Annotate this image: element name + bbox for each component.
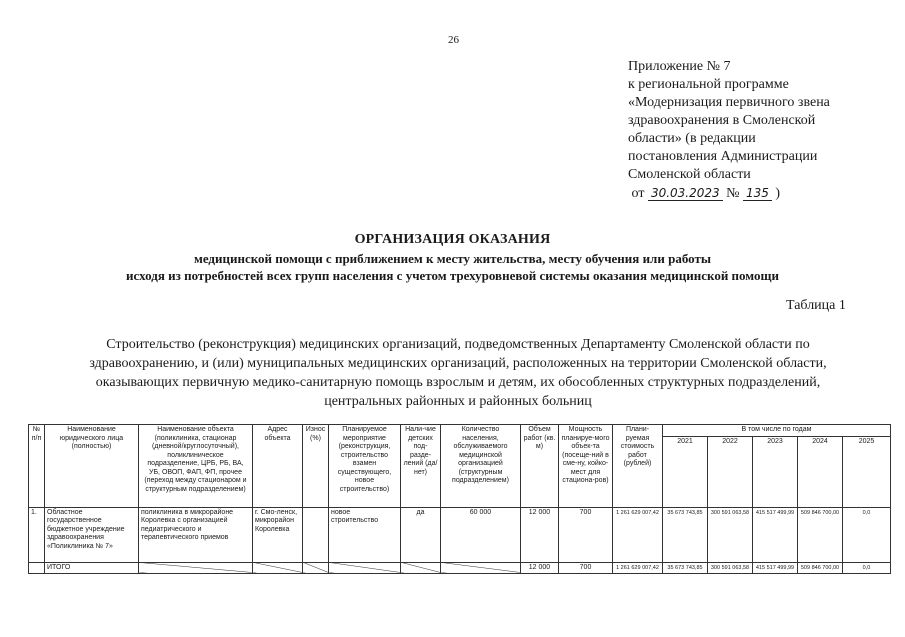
header-planned-cost: Плани-руемая стоимость работ (рублей): [613, 425, 663, 508]
cell-year-value: 509 846 700,00: [798, 507, 843, 562]
handwritten-date: 30.03.2023: [648, 186, 723, 201]
table-label: Таблица 1: [786, 298, 846, 313]
cell-planned-cost: 1 261 629 007,42: [613, 507, 663, 562]
appendix-line: «Модернизация первичного звена: [628, 95, 830, 110]
header-year: 2023: [753, 436, 798, 507]
table-total-row: [29, 562, 891, 574]
cell-object-name: поликлиника в микрорайоне Королевка с организацией педиатрического и терапевтического приемов: [139, 507, 253, 562]
cell-crossed: [401, 562, 441, 574]
header-wear: Износ (%): [303, 425, 329, 508]
document-subtitle-1: медицинской помощи с приближением к месту жительства, месту обучения или работы: [193, 251, 712, 266]
header-by-years: В том числе по годам: [663, 425, 891, 437]
cell-crossed: [441, 562, 521, 574]
cell-volume: 12 000: [521, 507, 559, 562]
appendix-block: [628, 58, 890, 203]
cell-total-year: 0,0: [843, 562, 891, 574]
appendix-line: постановления Администрации: [628, 149, 818, 164]
cell-crossed: [253, 562, 303, 574]
cell-total-label: ИТОГО: [45, 562, 139, 574]
table-row: [29, 507, 891, 562]
header-children-depts: Нали-чие детских под-разде-лений (да/нет): [401, 425, 441, 508]
cell-total-capacity: 700: [559, 562, 613, 574]
header-year: 2022: [708, 436, 753, 507]
appendix-line: Смоленской области: [628, 167, 751, 182]
cell-year-value: 415 517 499,99: [753, 507, 798, 562]
page-number: 26: [448, 34, 459, 46]
cell-planned-action: новое строительство: [329, 507, 401, 562]
cell-crossed: [139, 562, 253, 574]
cell-total-empty: [29, 562, 45, 574]
cell-total-year: 300 591 063,58: [708, 562, 753, 574]
document-subtitle-2: исходя из потребностей всех групп населения с учетом трехуровневой системы оказания медицинской помощи: [126, 268, 779, 283]
header-planned-action: Планируемое мероприятие (реконструкция, строительство взамен существующего, новое строительство): [329, 425, 401, 508]
cell-total-volume: 12 000: [521, 562, 559, 574]
close-paren: ): [775, 186, 781, 201]
cell-total-year: 509 846 700,00: [798, 562, 843, 574]
handwritten-number: 135: [743, 186, 772, 201]
appendix-line: к региональной программе: [628, 77, 789, 92]
header-legal-entity: Наименование юридического лица (полностью): [45, 425, 139, 508]
header-capacity: Мощность планируе-мого объек-та (посеще-ний в сме-ну, койко-мест для стациона-ров): [559, 425, 613, 508]
appendix-line: здравоохранения в Смоленской: [628, 113, 816, 128]
date-prefix: от: [631, 186, 645, 201]
cell-total-year: 35 673 743,85: [663, 562, 708, 574]
appendix-date-line: [628, 184, 890, 203]
cell-children-depts: да: [401, 507, 441, 562]
header-volume: Объем работ (кв. м): [521, 425, 559, 508]
cell-total-cost: 1 261 629 007,42: [613, 562, 663, 574]
cell-year-value: 300 591 063,58: [708, 507, 753, 562]
table-header-row: [29, 425, 891, 437]
header-year: 2021: [663, 436, 708, 507]
cell-population: 60 000: [441, 507, 521, 562]
cell-year-value: 35 673 743,85: [663, 507, 708, 562]
cell-address: г. Смо-ленск, микрорайон Королевка: [253, 507, 303, 562]
cell-year-value: 0,0: [843, 507, 891, 562]
number-sign: №: [726, 186, 740, 201]
header-address: Адрес объекта: [253, 425, 303, 508]
cell-num: 1.: [29, 507, 45, 562]
document-title: ОРГАНИЗАЦИЯ ОКАЗАНИЯ: [354, 232, 551, 247]
section-title: Строительство (реконструкция) медицинских организаций, подведомственных Департаменту Смоленской области по здравоохранению, и (или) муниципальных медицинских организаций, расположенных на территории Смоленской области, оказывающих первичную медико-санитарную помощь взрослым и детям, их обособленных структурных подразделений, центральных районных и районных больниц: [89, 337, 827, 409]
construction-table: [28, 424, 891, 574]
header-population: Количество населения, обслуживаемого медицинской организацией (структурным подразделением): [441, 425, 521, 508]
cell-capacity: 700: [559, 507, 613, 562]
appendix-line: Приложение № 7: [628, 59, 731, 74]
appendix-line: области» (в редакции: [628, 131, 756, 146]
cell-legal-entity: Областное государственное бюджетное учреждение здравоохранения «Поликлиника № 7»: [45, 507, 139, 562]
cell-crossed: [329, 562, 401, 574]
header-object-name: Наименование объекта (поликлиника, стационар (дневной/круглосуточный), поликлиническое подразделение, ЦРБ, РБ, ВА, УБ, ОВОП, ФАП, ФП, прочее (переход между стационаром и структурным подразделением): [139, 425, 253, 508]
header-year: 2024: [798, 436, 843, 507]
cell-crossed: [303, 562, 329, 574]
header-num: № п/п: [29, 425, 45, 508]
header-year: 2025: [843, 436, 891, 507]
cell-wear: [303, 507, 329, 562]
cell-total-year: 415 517 499,99: [753, 562, 798, 574]
